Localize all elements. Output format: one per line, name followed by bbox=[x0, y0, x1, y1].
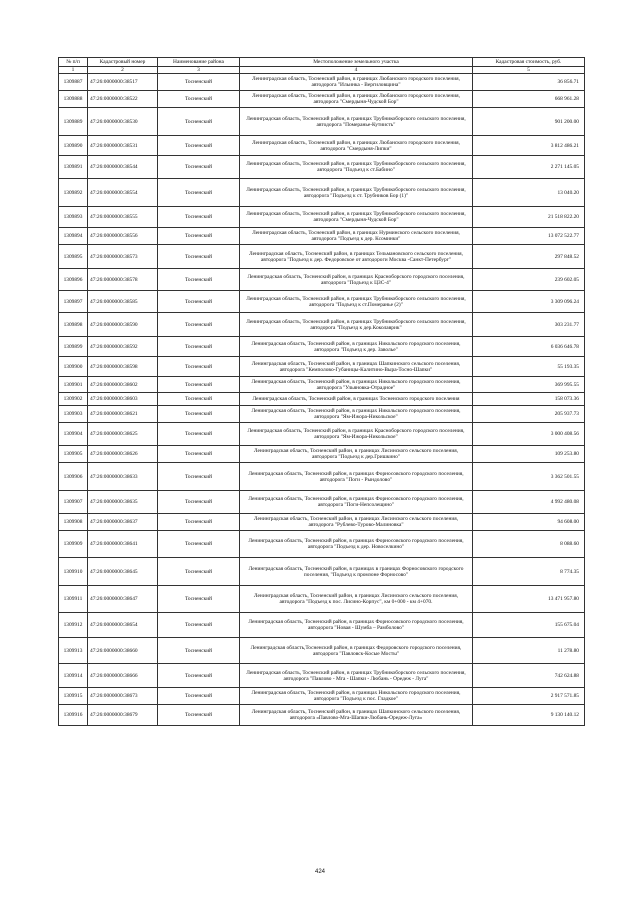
table-row bbox=[59, 393, 585, 406]
column-number: 3 bbox=[158, 67, 240, 74]
district-name: Тосненский bbox=[158, 207, 240, 228]
table-row bbox=[59, 377, 585, 393]
cadastral-value: 8 088.60 bbox=[473, 531, 585, 558]
district-name: Тосненский bbox=[158, 664, 240, 688]
district-name: Тосненский bbox=[158, 228, 240, 245]
header-cadastral-value: Кадастровая стоимость, руб. bbox=[473, 58, 585, 67]
cadastral-number: 47:26:0000000:38603 bbox=[88, 393, 158, 406]
cadastral-value: 155 675.04 bbox=[473, 613, 585, 638]
district-name: Тосненский bbox=[158, 108, 240, 136]
cadastral-number: 47:26:0000000:38645 bbox=[88, 558, 158, 586]
cadastral-value: 13 072 522.77 bbox=[473, 228, 585, 245]
row-index: 1309910 bbox=[59, 558, 88, 586]
table-row bbox=[59, 228, 585, 245]
table-row bbox=[59, 491, 585, 514]
cadastral-value: 3 309 096.24 bbox=[473, 291, 585, 313]
district-name: Тосненский bbox=[158, 74, 240, 91]
cadastral-number: 47:26:0000000:38637 bbox=[88, 514, 158, 531]
cadastral-number: 47:26:0000000:38673 bbox=[88, 688, 158, 705]
row-index: 1309908 bbox=[59, 514, 88, 531]
land-plot-location: Ленинградская область, Тосненский район, в границах Трубникоборского сельского поселения, автодорога "Павлово - Мга - Шапки - Любань - Оредеж - Луга" bbox=[240, 664, 473, 688]
row-index: 1309905 bbox=[59, 446, 88, 463]
row-index: 1309911 bbox=[59, 586, 88, 613]
district-name: Тосненский bbox=[158, 313, 240, 337]
district-name: Тосненский bbox=[158, 558, 240, 586]
cadastral-value: 205 937.73 bbox=[473, 406, 585, 423]
district-name: Тосненский bbox=[158, 377, 240, 393]
land-plot-location: Ленинградская область, Тосненский район, в границах Тельмановского сельского поселения, автодорога "Подъезд к дер. Федоровское от автодороги Москва -Санкт-Петербург" bbox=[240, 245, 473, 269]
land-plot-location: Ленинградская область, Тосненский район, в границах Никольского городского поселения, автодорога "Подъезд к пос. Гладкое" bbox=[240, 688, 473, 705]
land-plot-location: Ленинградская область, Тосненский район, в границах Лисинского сельского поселения, автодорога "Рублево-Турово-Малиновка" bbox=[240, 514, 473, 531]
district-name: Тосненский bbox=[158, 491, 240, 514]
land-plot-location: Ленинградская область, Тосненский район, в границах Лисинского сельского поселения, автодорога "Подъезд к пос. Лисино-Корпус", км 0+000 - км 4+070. bbox=[240, 586, 473, 613]
cadastral-value: 3 000 408.56 bbox=[473, 423, 585, 446]
land-plot-location: Ленинградская область, Тосненский район, в границах Форносовского городского поселения, автодорога "Новая - Шумба – Рамболово" bbox=[240, 613, 473, 638]
cadastral-value: 369 995.55 bbox=[473, 377, 585, 393]
cadastral-value: 21 518 822.20 bbox=[473, 207, 585, 228]
table-row bbox=[59, 514, 585, 531]
district-name: Тосненский bbox=[158, 91, 240, 108]
table-body bbox=[59, 74, 585, 726]
cadastral-value: 742 624.88 bbox=[473, 664, 585, 688]
district-name: Тосненский bbox=[158, 393, 240, 406]
cadastral-value: 109 253.80 bbox=[473, 446, 585, 463]
table-row bbox=[59, 269, 585, 291]
land-plot-location: Ленинградская область, Тосненский район, в границах Тосненского городского поселения bbox=[240, 393, 473, 406]
table-row bbox=[59, 156, 585, 179]
header-district: Наименование района bbox=[158, 58, 240, 67]
cadastral-number: 47:26:0000000:38666 bbox=[88, 664, 158, 688]
cadastral-value: 158 073.36 bbox=[473, 393, 585, 406]
row-index: 1309902 bbox=[59, 393, 88, 406]
district-name: Тосненский bbox=[158, 245, 240, 269]
table-row bbox=[59, 245, 585, 269]
table-row bbox=[59, 463, 585, 491]
table-row bbox=[59, 705, 585, 726]
table-row bbox=[59, 136, 585, 156]
column-number: 1 bbox=[59, 67, 88, 74]
row-index: 1309915 bbox=[59, 688, 88, 705]
cadastral-number: 47:26:0000000:38585 bbox=[88, 291, 158, 313]
district-name: Тосненский bbox=[158, 531, 240, 558]
land-plot-location: Ленинградская область, Тосненский район, в границах Трубникоборского сельского поселения, автодорога "Подъезд к ст.Бабино" bbox=[240, 156, 473, 179]
header-cadastral-number: Кадастровый номер bbox=[88, 58, 158, 67]
row-index: 1309912 bbox=[59, 613, 88, 638]
cadastral-number: 47:26:0000000:38635 bbox=[88, 491, 158, 514]
cadastral-value: 4 992 480.08 bbox=[473, 491, 585, 514]
table-header-row bbox=[59, 58, 585, 67]
table-row bbox=[59, 586, 585, 613]
cadastral-number: 47:26:0000000:38641 bbox=[88, 531, 158, 558]
cadastral-value: 36 856.71 bbox=[473, 74, 585, 91]
table-row bbox=[59, 337, 585, 357]
land-plot-location: Ленинградская область,Тосненский район, в границах Федоровского городского поселения, автодорога "Павловск-Косые Мосты" bbox=[240, 638, 473, 664]
land-plot-location: Ленинградская область, Тосненский район, в границах Трубникоборского сельского поселения, автодорога "Подъезд к ст.Померанье (2)" bbox=[240, 291, 473, 313]
cadastral-number: 47:26:0000000:38679 bbox=[88, 705, 158, 726]
cadastral-value: 3 812 486.21 bbox=[473, 136, 585, 156]
land-plot-location: Ленинградская область, Тосненский район, в границах Красноборского городского поселения, автодорога "Ям-Ижора-Никольское" bbox=[240, 423, 473, 446]
cadastral-value: 901 200.00 bbox=[473, 108, 585, 136]
cadastral-number: 47:26:0000000:38522 bbox=[88, 91, 158, 108]
cadastral-value: 13 040.20 bbox=[473, 179, 585, 207]
cadastral-number: 47:26:0000000:38554 bbox=[88, 179, 158, 207]
row-index: 1309904 bbox=[59, 423, 88, 446]
land-plot-location: Ленинградская область, Тосненский район, в границах Трубникоборского сельского поселения, автодорога "Смердыня-Чудской Бор" bbox=[240, 207, 473, 228]
cadastral-number: 47:26:0000000:38647 bbox=[88, 586, 158, 613]
land-plot-location: Ленинградская область, Тосненский район, в границах Форносовского городского поселения, автодорога "Подъезд к дер. Новоселкино" bbox=[240, 531, 473, 558]
cadastral-value: 297 848.52 bbox=[473, 245, 585, 269]
district-name: Тосненский bbox=[158, 688, 240, 705]
district-name: Тосненский bbox=[158, 423, 240, 446]
column-number: 2 bbox=[88, 67, 158, 74]
cadastral-number: 47:26:0000000:38602 bbox=[88, 377, 158, 393]
land-plot-location: Ленинградская область, Тосненский район, в границах Любанского городского поселения, автодорога "Смердыня-Липки" bbox=[240, 136, 473, 156]
cadastral-number: 47:26:0000000:38598 bbox=[88, 357, 158, 377]
row-index: 1309890 bbox=[59, 136, 88, 156]
land-plot-location: Ленинградская область, Тосненский район, в границах Нурминского сельского поселения, автодорога "Подъезд к дер. Ксоминки" bbox=[240, 228, 473, 245]
table-row bbox=[59, 313, 585, 337]
table-row bbox=[59, 74, 585, 91]
cadastral-number: 47:26:0000000:38660 bbox=[88, 638, 158, 664]
district-name: Тосненский bbox=[158, 514, 240, 531]
land-plot-location: Ленинградская область, Тосненский район, в границах Форносовского городского поселения, автодорога "Поги-Непсолещино" bbox=[240, 491, 473, 514]
table-row bbox=[59, 423, 585, 446]
table-row bbox=[59, 357, 585, 377]
table-row bbox=[59, 558, 585, 586]
land-plot-location: Ленинградская область, Тосненский район, в границах Трубникоборского сельского поселения, автодорога "Подъезд к ст. Трубников Бор (1)" bbox=[240, 179, 473, 207]
table-row bbox=[59, 688, 585, 705]
table-row bbox=[59, 207, 585, 228]
cadastral-value: 3 362 501.55 bbox=[473, 463, 585, 491]
land-plot-location: Ленинградская область, Тосненский район, в границах Любанского городского поселения, автодорога "Смердыня-Чудской Бор" bbox=[240, 91, 473, 108]
cadastral-number: 47:26:0000000:38621 bbox=[88, 406, 158, 423]
district-name: Тосненский bbox=[158, 179, 240, 207]
land-plot-location: Ленинградская область, Тосненский район, в границах в границах Форносовского городского поселения, "Подъезд к промзоне Форносово" bbox=[240, 558, 473, 586]
land-plot-location: Ленинградская область, Тосненский район, в границах Трубникоборского сельского поселения, автодорога "Подъезд к дер.Коколаврик" bbox=[240, 313, 473, 337]
row-index: 1309896 bbox=[59, 269, 88, 291]
cadastral-number: 47:26:0000000:38626 bbox=[88, 446, 158, 463]
row-index: 1309916 bbox=[59, 705, 88, 726]
district-name: Тосненский bbox=[158, 291, 240, 313]
row-index: 1309897 bbox=[59, 291, 88, 313]
district-name: Тосненский bbox=[158, 463, 240, 491]
land-plot-location: Ленинградская область, Тосненский район, в границах Шапкинского сельского поселения, автодорога "Кемполово-Губаницы-Калитино-Выра-Тосно-Шапки" bbox=[240, 357, 473, 377]
table-row bbox=[59, 613, 585, 638]
cadastral-value: 2 917 571.85 bbox=[473, 688, 585, 705]
column-number: 5 bbox=[473, 67, 585, 74]
table-row bbox=[59, 638, 585, 664]
registry-sheet bbox=[58, 57, 584, 726]
row-index: 1309887 bbox=[59, 74, 88, 91]
cadastral-value: 303 231.77 bbox=[473, 313, 585, 337]
district-name: Тосненский bbox=[158, 357, 240, 377]
cadastral-number: 47:26:0000000:38517 bbox=[88, 74, 158, 91]
row-index: 1309894 bbox=[59, 228, 88, 245]
row-index: 1309901 bbox=[59, 377, 88, 393]
cadastral-number: 47:26:0000000:38530 bbox=[88, 108, 158, 136]
table-row bbox=[59, 531, 585, 558]
cadastral-number: 47:26:0000000:38654 bbox=[88, 613, 158, 638]
cadastral-value: 6 036 646.78 bbox=[473, 337, 585, 357]
cadastral-number: 47:26:0000000:38556 bbox=[88, 228, 158, 245]
table-row bbox=[59, 91, 585, 108]
table-row bbox=[59, 108, 585, 136]
table-row bbox=[59, 179, 585, 207]
row-index: 1309888 bbox=[59, 91, 88, 108]
table-column-numbers-row bbox=[59, 67, 585, 74]
cadastral-value: 2 271 145.05 bbox=[473, 156, 585, 179]
land-plot-location: Ленинградская область, Тосненский район, в границах Лисинского сельского поселения, автодорога "Подъезд к дер.Гришкино" bbox=[240, 446, 473, 463]
land-plot-location: Ленинградская область, Тосненский район, в границах Никольского городского поселения, автодорога "Подъезд к дер. Заволье" bbox=[240, 337, 473, 357]
district-name: Тосненский bbox=[158, 406, 240, 423]
district-name: Тосненский bbox=[158, 705, 240, 726]
row-index: 1309898 bbox=[59, 313, 88, 337]
row-index: 1309895 bbox=[59, 245, 88, 269]
land-plot-location: Ленинградская область, Тосненский район, в границах Красноборского городского поселения, автодорога "Подъезд к ЦЗС-4" bbox=[240, 269, 473, 291]
row-index: 1309909 bbox=[59, 531, 88, 558]
page-number: 424 bbox=[314, 869, 325, 875]
cadastral-number: 47:26:0000000:38590 bbox=[88, 313, 158, 337]
row-index: 1309900 bbox=[59, 357, 88, 377]
row-index: 1309899 bbox=[59, 337, 88, 357]
land-plot-location: Ленинградская область, Тосненский район, в границах Никольского городского поселения, автодорога "Ям-Ижора-Никольское" bbox=[240, 406, 473, 423]
cadastral-value: 94 608.00 bbox=[473, 514, 585, 531]
cadastral-value: 55 193.35 bbox=[473, 357, 585, 377]
header-location: Местоположение земельного участка bbox=[240, 58, 473, 67]
row-index: 1309907 bbox=[59, 491, 88, 514]
row-index: 1309906 bbox=[59, 463, 88, 491]
cadastral-number: 47:26:0000000:38573 bbox=[88, 245, 158, 269]
row-index: 1309893 bbox=[59, 207, 88, 228]
cadastral-number: 47:26:0000000:38555 bbox=[88, 207, 158, 228]
column-number: 4 bbox=[240, 67, 473, 74]
table-row bbox=[59, 446, 585, 463]
row-index: 1309892 bbox=[59, 179, 88, 207]
header-index: № п/п bbox=[59, 58, 88, 67]
district-name: Тосненский bbox=[158, 156, 240, 179]
cadastral-number: 47:26:0000000:38633 bbox=[88, 463, 158, 491]
district-name: Тосненский bbox=[158, 638, 240, 664]
land-plot-location: Ленинградская область, Тосненский район, в границах Никольского городского поселения, автодорога "Ульяновка-Отрадное" bbox=[240, 377, 473, 393]
table-row bbox=[59, 664, 585, 688]
cadastral-value-table bbox=[58, 57, 585, 726]
cadastral-value: 668 961.28 bbox=[473, 91, 585, 108]
cadastral-value: 13 471 957.80 bbox=[473, 586, 585, 613]
district-name: Тосненский bbox=[158, 337, 240, 357]
cadastral-number: 47:26:0000000:38578 bbox=[88, 269, 158, 291]
row-index: 1309889 bbox=[59, 108, 88, 136]
land-plot-location: Ленинградская область, Тосненский район, в границах Форносовского городского поселения, автодорога "Поги - Рындолово" bbox=[240, 463, 473, 491]
cadastral-value: 8 774.35 bbox=[473, 558, 585, 586]
cadastral-value: 239 602.05 bbox=[473, 269, 585, 291]
row-index: 1309903 bbox=[59, 406, 88, 423]
land-plot-location: Ленинградская область, Тосненский район, в границах Трубникоборского сельского поселения, автодорога "Померанье-Кутиисть" bbox=[240, 108, 473, 136]
district-name: Тосненский bbox=[158, 586, 240, 613]
district-name: Тосненский bbox=[158, 446, 240, 463]
row-index: 1309914 bbox=[59, 664, 88, 688]
district-name: Тосненский bbox=[158, 269, 240, 291]
district-name: Тосненский bbox=[158, 136, 240, 156]
cadastral-value: 11 278.80 bbox=[473, 638, 585, 664]
district-name: Тосненский bbox=[158, 613, 240, 638]
cadastral-number: 47:26:0000000:38544 bbox=[88, 156, 158, 179]
table-row bbox=[59, 291, 585, 313]
cadastral-number: 47:26:0000000:38625 bbox=[88, 423, 158, 446]
cadastral-number: 47:26:0000000:38592 bbox=[88, 337, 158, 357]
table-row bbox=[59, 406, 585, 423]
land-plot-location: Ленинградская область, Тосненский район, в границах Любанского городского поселения, автодорога "Ильинка - Вергиловщина" bbox=[240, 74, 473, 91]
row-index: 1309891 bbox=[59, 156, 88, 179]
cadastral-value: 9 130 140.12 bbox=[473, 705, 585, 726]
cadastral-number: 47:26:0000000:38531 bbox=[88, 136, 158, 156]
land-plot-location: Ленинградская область, Тосненский район, в границах Шапкинского сельского поселения, автодорога «Павлово-Мга-Шапки-Любань-Оредеж-Луга» bbox=[240, 705, 473, 726]
row-index: 1309913 bbox=[59, 638, 88, 664]
